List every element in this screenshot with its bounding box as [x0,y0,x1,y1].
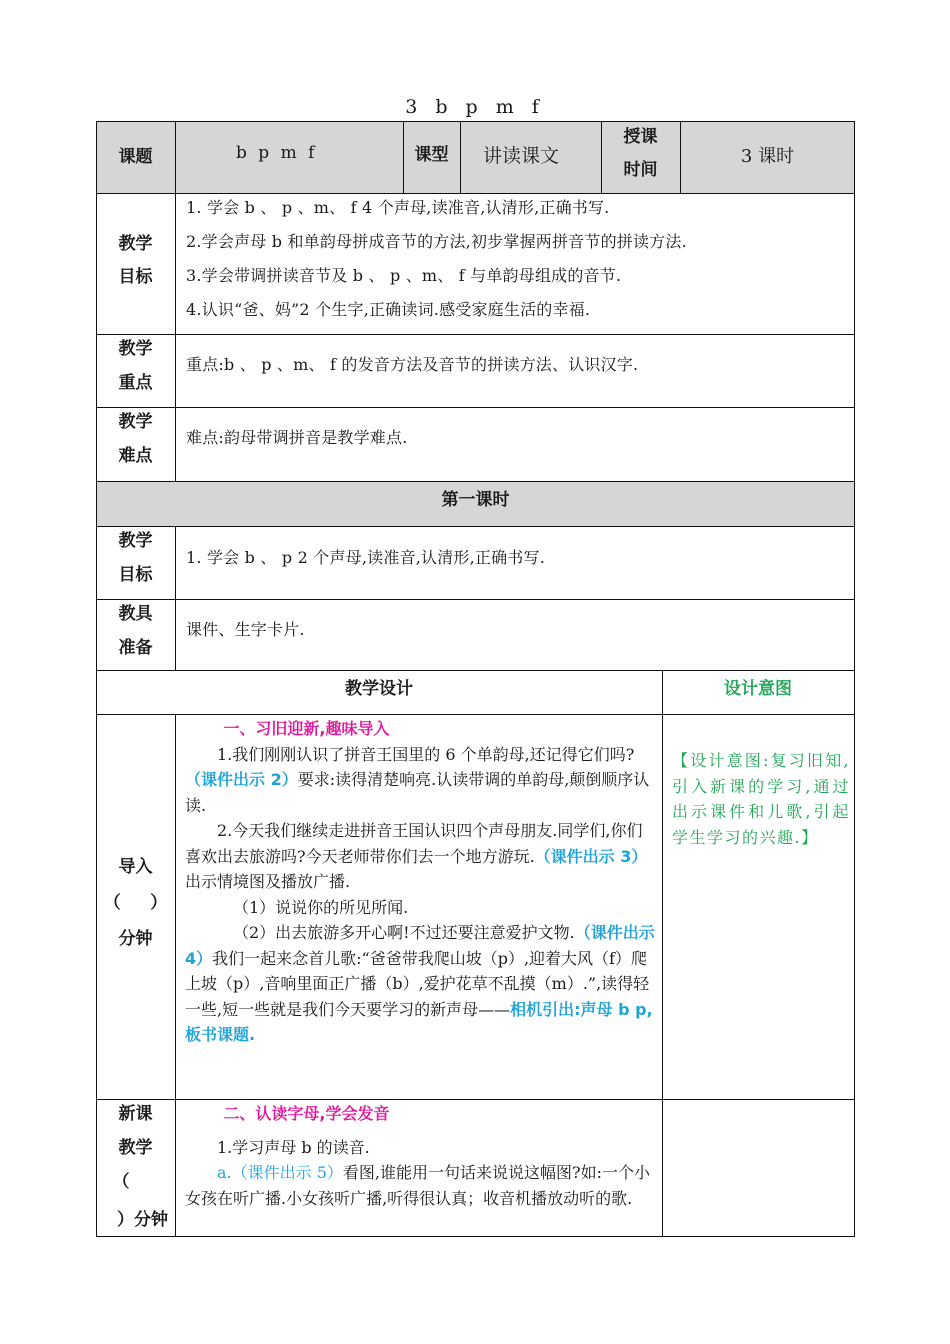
intro-p1-tail: 要求:读得清楚响亮.认读带调的单韵母,颠倒顺序认读. [185,770,650,815]
intro-content [185,716,655,1048]
goal-item: 4.认识“爸、妈”2 个生字,正确读词.感受家庭生活的幸福. [186,300,591,319]
lesson-goals-label-2: 目标 [118,565,153,585]
new-lesson-label-1: 新课 [118,1104,153,1124]
time-label-2: 时间 [623,160,658,180]
intro-design-intent: 【设计意图:复习旧知,引入新课的学习,通过出示课件和儿歌,引起学生学习的兴趣.】 [672,751,850,847]
topic-label: 课题 [118,147,153,167]
new-lesson-label-3: （ [112,1172,130,1192]
topic-value: b p m f [236,143,318,163]
intro-paragraph-3: （1）说说你的所见所闻. [233,897,409,917]
goal-item: 2.学会声母 b 和单韵母拼成音节的方法,初步掌握两拼音节的拼读方法. [186,232,687,251]
new-lesson-paragraph-2 [185,1160,655,1211]
table-border [96,407,855,408]
slide-reference: （课件出示 2） [185,770,298,789]
table-border [96,1099,855,1100]
table-border [96,121,855,122]
slide-reference: （课件出示 4） [185,923,655,968]
intro-label-3: 分钟 [118,929,153,949]
materials-label-1: 教具 [118,604,153,624]
table-border [96,526,855,527]
table-border [175,121,176,481]
lesson-goals-label-1: 教学 [118,531,153,551]
new-lesson-label-4: ）分钟 [117,1210,168,1230]
key-points-label-2: 重点 [118,373,153,393]
page-title: 3 b p m f [405,96,545,118]
table-border [96,599,855,600]
time-label-1: 授课 [623,127,658,147]
goals-label-1: 教学 [118,234,153,254]
type-label: 课型 [414,145,449,165]
table-border [96,670,855,671]
new-lesson-paragraph-1: 1.学习声母 b 的读音. [217,1137,370,1157]
goal-item: 3.学会带调拼读音节及 b 、 p 、m、 f 与单韵母组成的音节. [186,266,622,285]
difficult-points-label-2: 难点 [118,446,153,466]
goal-item: 1. 学会 b 、 p 、m、 f 4 个声母,读准音,认清形,正确书写. [186,198,610,217]
slide-reference: a.（课件出示 5） [217,1163,343,1182]
table-border [662,670,663,1236]
intro-label-2: （ ） [103,893,168,913]
intro-p4-text: （2）出去旅游多开心啊!不过还要注意爱护文物. [233,923,575,942]
slide-reference: （课件出示 3） [534,846,648,866]
intro-paragraph-2 [185,818,655,895]
difficult-points-label-1: 教学 [118,412,153,432]
design-header-left: 教学设计 [345,679,413,699]
goals-label-2: 目标 [118,267,153,287]
new-lesson-content [185,1101,655,1211]
intro-p1-text: 1.我们刚刚认识了拼音王国里的 6 个单韵母,还记得它们吗? [217,744,635,764]
new-lesson-heading: 二、认读字母,学会发音 [223,1104,390,1123]
key-points-text: 重点:b 、 p 、m、 f 的发音方法及音节的拼读方法、认识汉字. [186,355,639,374]
table-border [175,526,176,670]
table-border [175,714,176,1236]
intro-heading: 一、习旧迎新,趣味导入 [223,719,390,738]
table-border [96,1236,855,1237]
table-border [854,121,855,1236]
intro-p4-highlight: 相机引出:声母 b p,板书课题. [185,999,653,1044]
intro-p2-text: 2.今天我们继续走进拼音王国认识四个声母朋友.同学们,你们喜欢出去旅游吗?今天老师带你们去一个地方游玩. [185,821,643,866]
lesson-goals-text: 1. 学会 b 、 p 2 个声母,读准音,认清形,正确书写. [186,548,545,567]
materials-label-2: 准备 [118,638,153,658]
intro-paragraph-1 [185,742,655,819]
design-header-right: 设计意图 [724,679,792,699]
table-border [96,334,855,335]
lesson-heading: 第一课时 [441,490,510,510]
new-lesson-label-2: 教学 [118,1138,153,1158]
materials-text: 课件、生字卡片. [186,620,305,639]
intro-p4-body: 我们一起来念首儿歌:“爸爸带我爬山坡（p）,迎着大风（f）爬上坡（p）,音响里面正广播（b）,爱护花草不乱摸（m）.”,读得轻一些,短一些就是我们今天要学习的新声母—— [185,948,650,1019]
table-border [96,714,855,715]
difficult-points-text: 难点:韵母带调拼音是教学难点. [186,428,408,447]
type-value: 讲读课文 [483,145,560,167]
intro-p2-tail: 出示情境图及播放广播. [185,872,351,891]
new-lesson-p2-text: 看图,谁能用一句话来说说这幅图?如:一个小女孩在听广播.小女孩听广播,听得很认真；收音机播放动听的歌. [185,1163,650,1208]
intro-paragraph-4 [185,920,655,1048]
key-points-label-1: 教学 [118,339,153,359]
table-border [460,121,461,193]
table-border [96,481,855,482]
intro-label-1: 导入 [118,857,153,877]
time-value: 3 课时 [740,146,795,167]
